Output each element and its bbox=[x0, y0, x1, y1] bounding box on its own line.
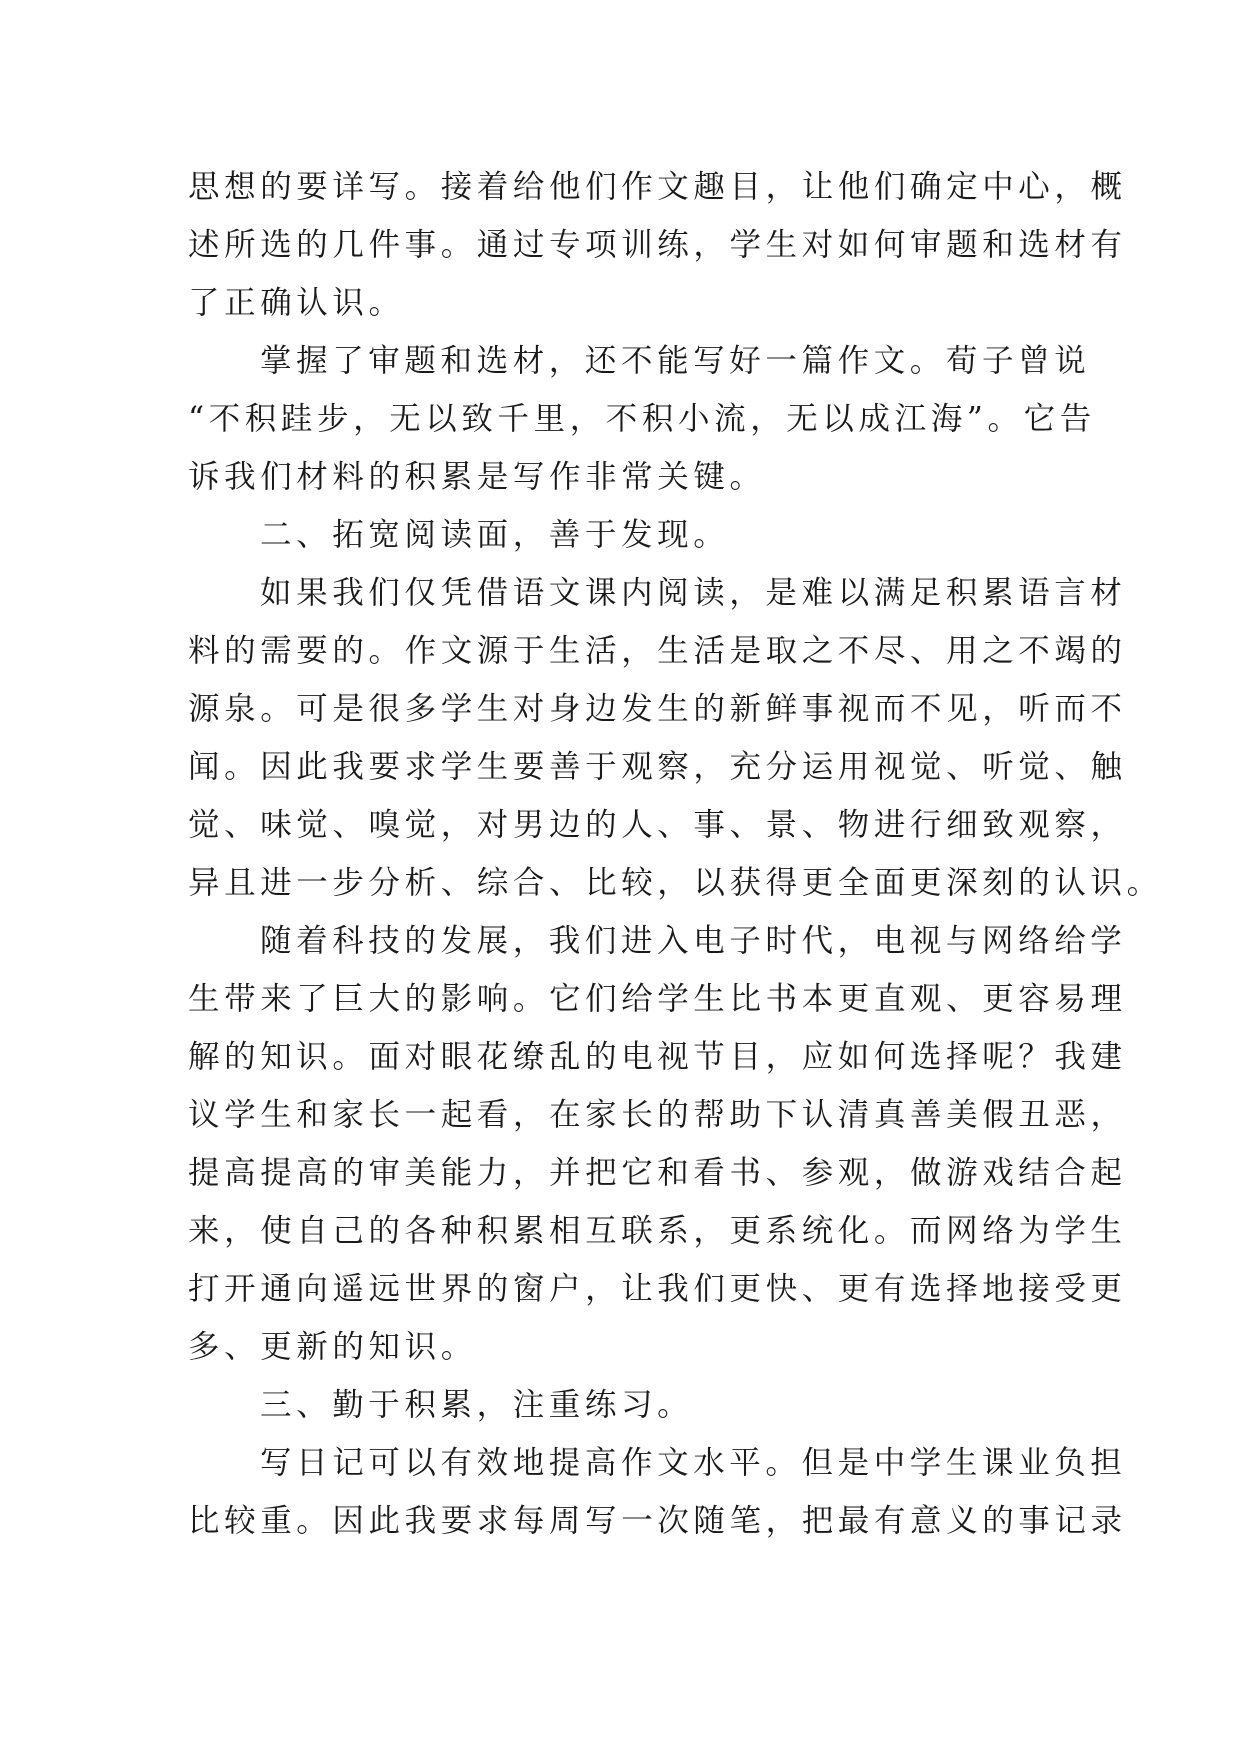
text-line: 掌握了审题和选材，还不能写好一篇作文。荀子曾说 bbox=[260, 343, 1091, 379]
text-line: 觉、味觉、嗅觉，对男边的人、事、景、物进行细致观察， bbox=[188, 807, 1127, 843]
text-line: 生带来了巨大的影响。它们给学生比书本更直观、更容易理 bbox=[188, 981, 1127, 1017]
text-line: 解的知识。面对眼花缭乱的电视节目，应如何选择呢？我建 bbox=[188, 1039, 1127, 1075]
text-line: 了正确认识。 bbox=[188, 285, 405, 321]
text-line: 源泉。可是很多学生对身边发生的新鲜事视而不见，听而不 bbox=[188, 691, 1127, 727]
text-line: 如果我们仅凭借语文课内阅读，是难以满足积累语言材 bbox=[260, 575, 1127, 611]
document-body bbox=[188, 158, 1163, 1550]
section-heading: 三、勤于积累，注重练习。 bbox=[260, 1387, 694, 1423]
text-line: 打开通向遥远世界的窗户，让我们更快、更有选择地接受更 bbox=[188, 1271, 1127, 1307]
text-line: 料的需要的。作文源于生活，生活是取之不尽、用之不竭的 bbox=[188, 633, 1127, 669]
text-line: 随着科技的发展，我们进入电子时代，电视与网络给学 bbox=[260, 923, 1127, 959]
text-line: 诉我们材料的积累是写作非常关键。 bbox=[188, 459, 766, 495]
text-line: 写日记可以有效地提高作文水平。但是中学生课业负担 bbox=[260, 1445, 1127, 1481]
text-line: 闻。因此我要求学生要善于观察，充分运用视觉、听觉、触 bbox=[188, 749, 1127, 785]
text-line: 思想的要详写。接着给他们作文趣目，让他们确定中心，概 bbox=[188, 169, 1127, 205]
text-line: 比较重。因此我要求每周写一次随笔，把最有意义的事记录 bbox=[188, 1503, 1127, 1539]
text-line: “不积跬步，无以致千里，不积小流，无以成江海”。它告 bbox=[188, 401, 1096, 437]
section-heading: 二、拓宽阅读面，善于发现。 bbox=[260, 517, 730, 553]
text-line: 异且进一步分析、综合、比较，以获得更全面更深刻的认识。 bbox=[188, 865, 1163, 901]
text-line: 议学生和家长一起看，在家长的帮助下认清真善美假丑恶， bbox=[188, 1097, 1127, 1133]
text-line: 述所选的几件事。通过专项训练，学生对如何审题和选材有 bbox=[188, 227, 1127, 263]
text-line: 提高提高的审美能力，并把它和看书、参观，做游戏结合起 bbox=[188, 1155, 1127, 1191]
text-line: 来，使自己的各种积累相互联系，更系统化。而网络为学生 bbox=[188, 1213, 1127, 1249]
text-line: 多、更新的知识。 bbox=[188, 1329, 477, 1365]
